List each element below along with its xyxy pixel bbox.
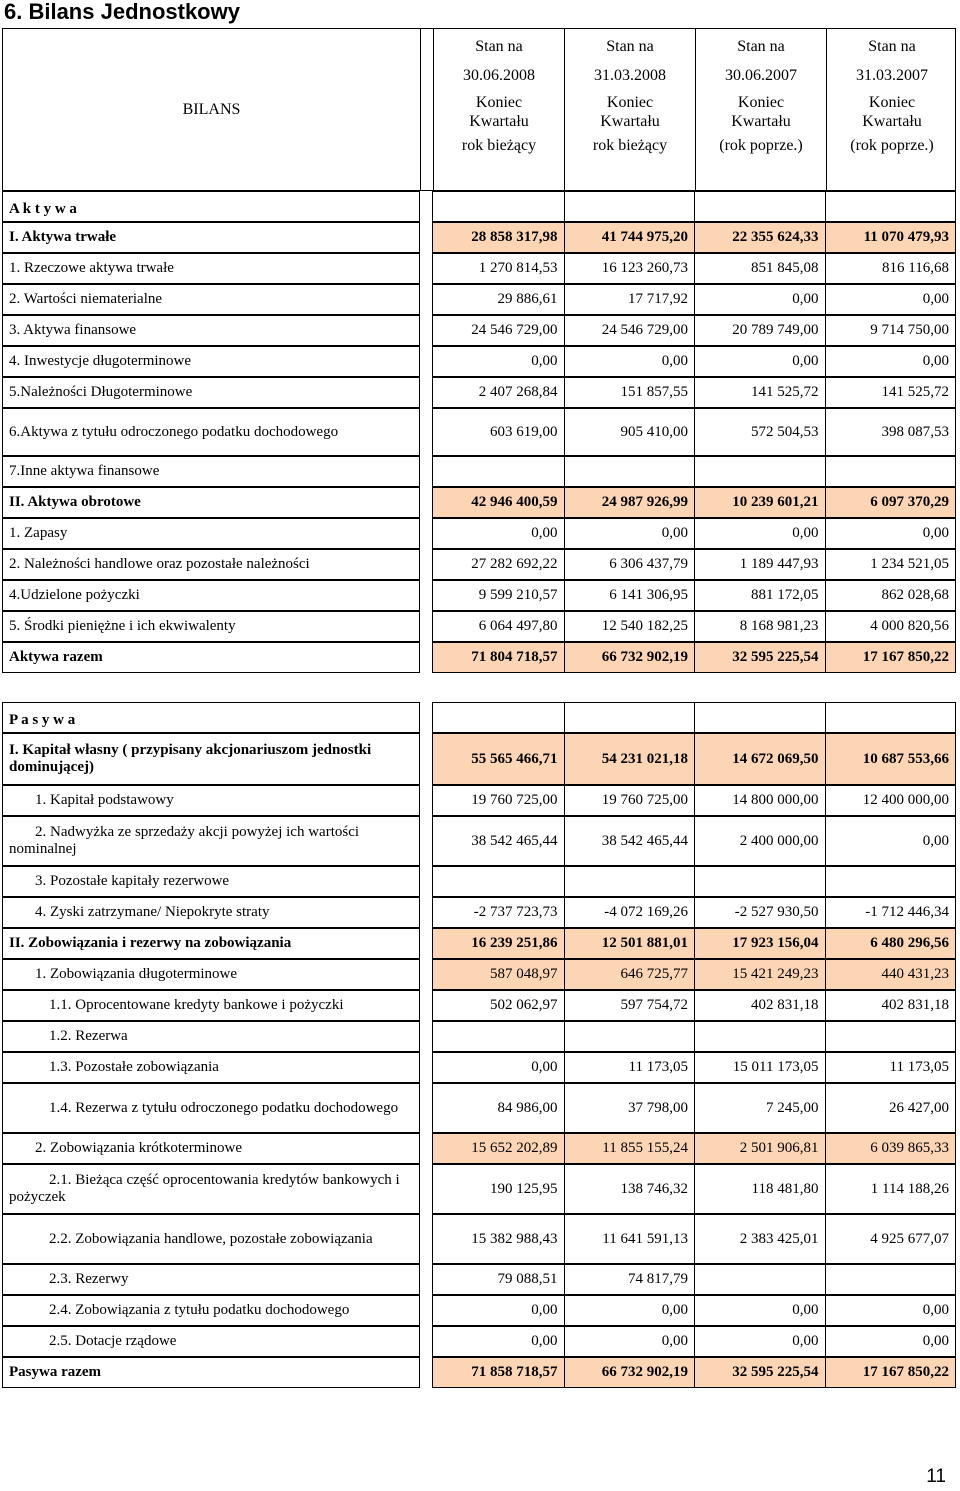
value-cell: 2 400 000,00: [694, 817, 825, 865]
value-cell: -2 737 723,73: [473, 904, 558, 920]
row-label-text: 1. Rzeczowe aktywa trwałe: [9, 260, 174, 276]
row-label: [2, 897, 420, 928]
row-values: [432, 785, 956, 816]
value-cell: [433, 867, 564, 896]
value-cell: 17 167 850,22: [825, 643, 956, 672]
row-label: [2, 959, 420, 990]
row-label: [2, 785, 420, 816]
value-cell: 816 116,68: [825, 254, 956, 283]
value-cell: 74 817,79: [564, 1265, 695, 1294]
value-cell: 66 732 902,19: [564, 643, 695, 672]
row-label: [2, 1295, 420, 1326]
value-cell: 0,00: [825, 285, 956, 314]
row-values: [432, 456, 956, 487]
header-koniec: Koniec: [475, 94, 523, 111]
header-column: [433, 29, 564, 190]
value-cell: [694, 1022, 825, 1051]
value-cell: 118 481,80: [694, 1165, 825, 1213]
value-cell: 862 028,68: [825, 581, 956, 610]
value-cell: 2 501 906,81: [694, 1134, 825, 1163]
header-period: [696, 93, 826, 131]
row-label-text: 7.Inne aktywa finansowe: [9, 463, 160, 479]
row-label-text: 2. Wartości niematerialne: [9, 291, 163, 307]
value-cell: 0,00: [694, 285, 825, 314]
value-cell: 71 858 718,57: [471, 1364, 558, 1380]
row-label-text: 1.2. Rezerwa: [49, 1028, 128, 1044]
value-cell: -1 712 446,34: [825, 898, 956, 927]
row-values: [432, 1357, 956, 1388]
header-kwartalu: Kwartału: [731, 113, 791, 130]
value-cell: 6 039 865,33: [825, 1134, 956, 1163]
row-label: [2, 253, 420, 284]
row-label: [2, 346, 420, 377]
row-values: [432, 222, 956, 253]
row-values: [432, 866, 956, 897]
row-label-text: 2.5. Dotacje rządowe: [49, 1333, 177, 1349]
value-cell: 6 480 296,56: [825, 929, 956, 958]
row-label-text: II. Aktywa obrotowe: [9, 494, 141, 510]
row-label: [2, 816, 420, 866]
value-cell: [564, 1022, 695, 1051]
value-cell: 2 407 268,84: [478, 384, 558, 400]
value-cell: 4 925 677,07: [825, 1215, 956, 1263]
value-cell: 0,00: [531, 353, 558, 369]
row-label-text: 2. Nadwyżka ze sprzedaży akcji powyżej ich wartości nominalnej: [9, 824, 360, 857]
row-label: [2, 642, 420, 673]
row-label: [2, 611, 420, 642]
row-label: [2, 377, 420, 408]
row-values: [432, 990, 956, 1021]
value-cell: 603 619,00: [490, 423, 558, 440]
value-cell: 190 125,95: [490, 1180, 558, 1197]
row-label-text: 1. Kapitał podstawowy: [35, 792, 174, 808]
row-label: [2, 1264, 420, 1295]
value-cell: 9 714 750,00: [825, 316, 956, 345]
row-label-text: 4. Zyski zatrzymane/ Niepokryte straty: [35, 904, 270, 920]
section-title-pasywa: P a s y w a: [2, 702, 420, 733]
row-label: [2, 549, 420, 580]
row-values: [432, 518, 956, 549]
table-header: [2, 28, 956, 191]
row-label-text: 1.3. Pozostałe zobowiązania: [49, 1059, 219, 1075]
value-cell: [433, 703, 564, 732]
row-values: [432, 897, 956, 928]
row-label-text: I. Kapitał własny ( przypisany akcjonariuszom jednostki dominującej): [9, 742, 372, 775]
row-values: [432, 642, 956, 673]
value-cell: 41 744 975,20: [564, 223, 695, 252]
value-cell: 66 732 902,19: [564, 1358, 695, 1387]
row-label: [2, 866, 420, 897]
page-number: 11: [926, 1466, 946, 1487]
value-cell: 38 542 465,44: [471, 832, 558, 849]
value-cell: 32 595 225,54: [694, 1358, 825, 1387]
value-cell: 12 400 000,00: [825, 786, 956, 815]
row-label-text: 4. Inwestycje długoterminowe: [9, 353, 192, 369]
row-label-text: 5.Należności Długoterminowe: [9, 384, 193, 400]
value-cell: 24 546 729,00: [564, 316, 695, 345]
value-cell: [825, 457, 956, 486]
row-values: [432, 1295, 956, 1326]
value-cell: 0,00: [694, 519, 825, 548]
row-label: [2, 1133, 420, 1164]
value-cell: 32 595 225,54: [694, 643, 825, 672]
row-values: [432, 315, 956, 346]
header-year-type: rok bieżący: [592, 137, 668, 154]
row-label: [2, 1021, 420, 1052]
value-cell: 398 087,53: [825, 409, 956, 455]
row-values: [432, 253, 956, 284]
value-cell: [564, 457, 695, 486]
value-cell: 26 427,00: [825, 1084, 956, 1132]
value-cell: 0,00: [694, 1296, 825, 1325]
row-label: [2, 456, 420, 487]
section-title-aktywa: A k t y w a: [2, 191, 420, 222]
value-cell: 851 845,08: [694, 254, 825, 283]
row-values: [432, 1021, 956, 1052]
row-values: [432, 580, 956, 611]
row-label: [2, 1326, 420, 1357]
value-cell: 905 410,00: [564, 409, 695, 455]
row-values: [432, 549, 956, 580]
row-label-text: Pasywa razem: [9, 1364, 102, 1380]
header-koniec: Koniec: [737, 94, 785, 111]
header-date: 31.03.2007: [856, 67, 928, 84]
value-cell: [433, 192, 564, 221]
value-cell: 0,00: [564, 1296, 695, 1325]
value-cell: 6 097 370,29: [825, 488, 956, 517]
value-cell: 15 011 173,05: [694, 1053, 825, 1082]
value-cell: 17 923 156,04: [694, 929, 825, 958]
value-cell: 881 172,05: [694, 581, 825, 610]
row-label-text: 2.3. Rezerwy: [49, 1271, 129, 1287]
value-cell: 572 504,53: [694, 409, 825, 455]
header-period: [434, 93, 564, 131]
value-cell: [433, 457, 564, 486]
header-date: 30.06.2008: [463, 67, 535, 84]
value-cell: 0,00: [564, 1327, 695, 1356]
value-cell: 0,00: [531, 525, 558, 541]
value-cell: 15 652 202,89: [471, 1140, 558, 1156]
header-koniec: Koniec: [606, 94, 654, 111]
row-values: [432, 733, 956, 785]
row-values: [432, 1083, 956, 1133]
value-cell: 587 048,97: [490, 966, 558, 982]
row-values: [432, 1214, 956, 1264]
value-cell: [564, 192, 695, 221]
header-kwartalu: Kwartału: [600, 113, 660, 130]
value-cell: 22 355 624,33: [694, 223, 825, 252]
value-cell: [694, 703, 825, 732]
value-cell: 24 987 926,99: [564, 488, 695, 517]
value-cell: 1 270 814,53: [478, 260, 558, 276]
value-cell: [825, 192, 956, 221]
header-stan-na: Stan na: [475, 38, 523, 55]
row-values: [432, 611, 956, 642]
value-cell: 11 173,05: [564, 1053, 695, 1082]
value-cell: 7 245,00: [694, 1084, 825, 1132]
value-cell: 0,00: [825, 347, 956, 376]
row-values: [432, 959, 956, 990]
value-cell: 20 789 749,00: [694, 316, 825, 345]
value-cell: 141 525,72: [694, 378, 825, 407]
value-cell: 597 754,72: [564, 991, 695, 1020]
header-kwartalu: Kwartału: [469, 113, 529, 130]
value-cell: 54 231 021,18: [564, 734, 695, 784]
value-cell: 17 167 850,22: [825, 1358, 956, 1387]
value-cell: 55 565 466,71: [471, 750, 558, 767]
value-cell: 4 000 820,56: [825, 612, 956, 641]
row-label-text: 1.1. Oprocentowane kredyty bankowe i pożyczki: [49, 997, 344, 1013]
value-cell: 141 525,72: [825, 378, 956, 407]
header-year-type: (rok poprze.): [850, 137, 934, 154]
row-values: [432, 816, 956, 866]
value-cell: 0,00: [564, 519, 695, 548]
value-cell: 402 831,18: [825, 991, 956, 1020]
row-values: [432, 487, 956, 518]
row-values: [432, 1052, 956, 1083]
value-cell: 16 239 251,86: [471, 935, 558, 951]
row-label-text: 2.4. Zobowiązania z tytułu podatku dochodowego: [49, 1302, 350, 1318]
row-label-text: 1. Zapasy: [9, 525, 68, 541]
row-values: [432, 1164, 956, 1214]
value-cell: 10 239 601,21: [694, 488, 825, 517]
value-cell: 12 540 182,25: [564, 612, 695, 641]
header-stan-na: Stan na: [606, 38, 654, 55]
value-cell: 11 641 591,13: [564, 1215, 695, 1263]
row-label-text: II. Zobowiązania i rezerwy na zobowiązania: [9, 935, 292, 951]
row-label: [2, 518, 420, 549]
value-cell: [825, 703, 956, 732]
row-label: [2, 733, 420, 785]
value-cell: 1 189 447,93: [694, 550, 825, 579]
value-cell: 402 831,18: [694, 991, 825, 1020]
page-title: 6. Bilans Jednostkowy: [4, 0, 240, 24]
header-date: 30.06.2007: [725, 67, 797, 84]
row-label: [2, 1083, 420, 1133]
row-label-text: 6.Aktywa z tytułu odroczonego podatku dochodowego: [9, 423, 339, 440]
value-cell: 42 946 400,59: [471, 494, 558, 510]
value-cell: 15 382 988,43: [471, 1230, 558, 1247]
value-cell: 0,00: [531, 1302, 558, 1318]
header-period: [565, 93, 695, 131]
value-cell: [694, 457, 825, 486]
row-values: [432, 346, 956, 377]
value-cell: 11 070 479,93: [825, 223, 956, 252]
header-period: [827, 93, 957, 131]
row-label: [2, 1164, 420, 1214]
header-date: 31.03.2008: [594, 67, 666, 84]
row-values: [432, 408, 956, 456]
value-cell: 0,00: [694, 347, 825, 376]
value-cell: 17 717,92: [564, 285, 695, 314]
value-cell: 8 168 981,23: [694, 612, 825, 641]
value-cell: 0,00: [694, 1327, 825, 1356]
value-cell: -2 527 930,50: [694, 898, 825, 927]
value-cell: 0,00: [825, 519, 956, 548]
row-label-text: 3. Aktywa finansowe: [9, 322, 137, 338]
header-column: [826, 29, 957, 190]
value-cell: 9 599 210,57: [478, 587, 558, 603]
value-cell: [825, 1022, 956, 1051]
value-cell: -4 072 169,26: [564, 898, 695, 927]
value-cell: 37 798,00: [564, 1084, 695, 1132]
header-stan-na: Stan na: [737, 38, 785, 55]
value-cell: 6 141 306,95: [564, 581, 695, 610]
value-cell: 11 855 155,24: [564, 1134, 695, 1163]
value-cell: 38 542 465,44: [564, 817, 695, 865]
value-cell: 0,00: [531, 1059, 558, 1075]
value-cell: 151 857,55: [564, 378, 695, 407]
value-cell: 0,00: [825, 817, 956, 865]
value-cell: 138 746,32: [564, 1165, 695, 1213]
row-label: [2, 1052, 420, 1083]
value-cell: 646 725,77: [564, 960, 695, 989]
row-label: [2, 487, 420, 518]
value-cell: [825, 1265, 956, 1294]
header-bilans-label: BILANS: [3, 29, 421, 190]
section-values-empty: [432, 191, 956, 222]
header-koniec: Koniec: [868, 94, 916, 111]
value-cell: 6 064 497,80: [478, 618, 558, 634]
value-cell: 440 431,23: [825, 960, 956, 989]
value-cell: [564, 703, 695, 732]
row-label: [2, 928, 420, 959]
row-values: [432, 284, 956, 315]
row-label-text: 2. Należności handlowe oraz pozostałe należności: [9, 556, 310, 572]
value-cell: 0,00: [531, 1333, 558, 1349]
value-cell: 19 760 725,00: [564, 786, 695, 815]
row-label-text: 3. Pozostałe kapitały rezerwowe: [35, 873, 230, 889]
row-label-text: 2.1. Bieżąca część oprocentowania kredytów bankowych i pożyczek: [9, 1172, 400, 1205]
value-cell: [694, 1265, 825, 1294]
value-cell: [433, 1022, 564, 1051]
value-cell: 10 687 553,66: [825, 734, 956, 784]
row-values: [432, 377, 956, 408]
row-label-text: 2. Zobowiązania krótkoterminowe: [35, 1140, 243, 1156]
value-cell: 79 088,51: [497, 1271, 558, 1287]
value-cell: 27 282 692,22: [471, 556, 558, 572]
header-year-type: (rok poprze.): [719, 137, 803, 154]
row-label: [2, 222, 420, 253]
row-label-text: Aktywa razem: [9, 649, 103, 665]
row-values: [432, 1326, 956, 1357]
value-cell: 28 858 317,98: [471, 229, 558, 245]
header-column: [564, 29, 695, 190]
header-column: [695, 29, 826, 190]
value-cell: 71 804 718,57: [471, 649, 558, 665]
section-values-empty: [432, 702, 956, 733]
value-cell: 1 234 521,05: [825, 550, 956, 579]
value-cell: 24 546 729,00: [471, 322, 558, 338]
row-label: [2, 580, 420, 611]
row-label: [2, 315, 420, 346]
row-label-text: I. Aktywa trwałe: [9, 229, 117, 245]
value-cell: 502 062,97: [490, 997, 558, 1013]
row-label-text: 5. Środki pieniężne i ich ekwiwalenty: [9, 618, 236, 634]
value-cell: 12 501 881,01: [564, 929, 695, 958]
row-label-text: 1. Zobowiązania długoterminowe: [35, 966, 238, 982]
header-kwartalu: Kwartału: [862, 113, 922, 130]
row-values: [432, 928, 956, 959]
header-year-type: rok bieżący: [461, 137, 537, 154]
row-label: [2, 408, 420, 456]
value-cell: 14 672 069,50: [694, 734, 825, 784]
row-label-text: 2.2. Zobowiązania handlowe, pozostałe zobowiązania: [49, 1230, 373, 1247]
row-label: [2, 1214, 420, 1264]
value-cell: 0,00: [825, 1327, 956, 1356]
value-cell: [694, 192, 825, 221]
value-cell: 15 421 249,23: [694, 960, 825, 989]
value-cell: 1 114 188,26: [825, 1165, 956, 1213]
value-cell: 11 173,05: [825, 1053, 956, 1082]
value-cell: 6 306 437,79: [564, 550, 695, 579]
row-label: [2, 990, 420, 1021]
row-label-text: 1.4. Rezerwa z tytułu odroczonego podatku dochodowego: [49, 1099, 399, 1116]
value-cell: [694, 867, 825, 896]
value-cell: 16 123 260,73: [564, 254, 695, 283]
row-values: [432, 1264, 956, 1295]
value-cell: 19 760 725,00: [471, 792, 558, 808]
row-label: [2, 1357, 420, 1388]
value-cell: 84 986,00: [497, 1099, 558, 1116]
value-cell: 29 886,61: [497, 291, 558, 307]
header-stan-na: Stan na: [868, 38, 916, 55]
value-cell: [825, 867, 956, 896]
value-cell: 0,00: [825, 1296, 956, 1325]
row-label: [2, 284, 420, 315]
row-label-text: 4.Udzielone pożyczki: [9, 587, 140, 603]
value-cell: 2 383 425,01: [694, 1215, 825, 1263]
value-cell: 0,00: [564, 347, 695, 376]
row-values: [432, 1133, 956, 1164]
value-cell: 14 800 000,00: [694, 786, 825, 815]
value-cell: [564, 867, 695, 896]
